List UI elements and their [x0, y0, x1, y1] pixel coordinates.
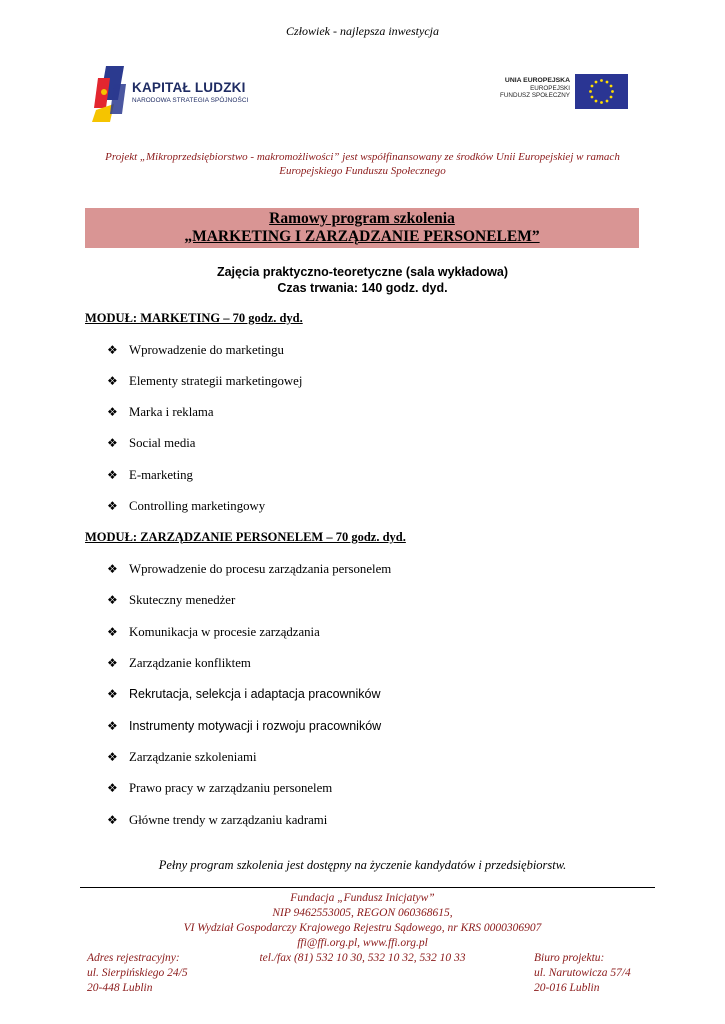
list-item: ❖ Główne trendy w zarządzaniu kadrami: [107, 812, 328, 827]
eu-star-icon: [595, 100, 598, 103]
footer-phone: tel./fax (81) 532 10 30, 532 10 32, 532 10 33: [259, 952, 466, 964]
list-item: ❖ Prawo pracy w zarządzaniu personelem: [107, 780, 333, 795]
eu-line2: EUROPEJSKI: [530, 85, 570, 92]
footer-krs: VI Wydział Gospodarczy Krajowego Rejestru Sądowego, nr KRS 0000306907: [183, 922, 542, 934]
reg-street: ul. Sierpińskiego 24/5: [87, 967, 188, 979]
availability-note: Pełny program szkolenia jest dostępny na życzenie kandydatów i przedsiębiorstw.: [158, 858, 567, 872]
footer-contact: ffi@ffi.org.pl, www.ffi.org.pl: [297, 937, 428, 949]
diamond-bullet-icon: ❖: [107, 781, 118, 795]
eu-star-icon: [606, 100, 609, 103]
diamond-bullet-icon: ❖: [107, 405, 118, 419]
eu-line3: FUNDUSZ SPOŁECZNY: [500, 92, 570, 99]
project-line1: Projekt „Mikroprzedsiębiorstwo - makromożliwości” jest współfinansowany ze środków Unii Europejskiej w ramach: [105, 151, 620, 163]
office-label: Biuro projektu:: [534, 952, 605, 964]
list-item: ❖ Zarządzanie konfliktem: [107, 655, 251, 670]
list-item: ❖ Zarządzanie szkoleniami: [107, 749, 257, 764]
eu-star-icon: [600, 101, 603, 104]
diamond-bullet-icon: ❖: [107, 750, 118, 764]
eu-star-icon: [610, 96, 613, 99]
kapital-ludzki-subtitle: NARODOWA STRATEGIA SPÓJNOŚCI: [132, 97, 249, 104]
list-item: ❖ E-marketing: [107, 467, 193, 482]
diamond-bullet-icon: ❖: [107, 436, 118, 450]
course-info: [0, 264, 725, 296]
footer-office-address: [534, 951, 631, 996]
diamond-bullet-icon: ❖: [107, 625, 118, 639]
diamond-bullet-icon: ❖: [107, 499, 118, 513]
title-line2: „MARKETING I ZARZĄDZANIE PERSONELEM”: [184, 228, 540, 245]
eu-logo-text: [470, 77, 570, 99]
office-city: 20-016 Lublin: [534, 982, 600, 994]
eu-star-icon: [611, 90, 614, 93]
eu-line1: UNIA EUROPEJSKA: [504, 77, 570, 84]
course-duration: Czas trwania: 140 godz. dyd.: [277, 281, 448, 295]
list-item: ❖ Wprowadzenie do procesu zarządzania personelem: [107, 561, 392, 576]
list-item: ❖ Elementy strategii marketingowej: [107, 373, 303, 388]
eu-star-icon: [610, 85, 613, 88]
list-item: ❖ Marka i reklama: [107, 404, 214, 419]
diamond-bullet-icon: ❖: [107, 343, 118, 357]
module-personnel-heading: MODUŁ: ZARZĄDZANIE PERSONELEM – 70 godz. dyd.: [85, 530, 406, 544]
list-item: ❖ Skuteczny menedżer: [107, 592, 236, 607]
office-street: ul. Narutowicza 57/4: [534, 967, 631, 979]
diamond-bullet-icon: ❖: [107, 656, 118, 670]
list-item: ❖ Social media: [107, 435, 196, 450]
list-item: ❖ Instrumenty motywacji i rozwoju pracowników: [107, 719, 382, 733]
footer-nip: NIP 9462553005, REGON 060368615,: [272, 907, 453, 919]
diamond-bullet-icon: ❖: [107, 687, 118, 701]
diamond-bullet-icon: ❖: [107, 813, 118, 827]
footer-org: Fundacja „Fundusz Inicjatyw”: [290, 892, 435, 904]
eu-star-icon: [600, 79, 603, 82]
eu-star-icon: [589, 90, 592, 93]
list-item: ❖ Wprowadzenie do marketingu: [107, 342, 284, 357]
title-line1: Ramowy program szkolenia: [269, 210, 455, 227]
eu-star-icon: [606, 81, 609, 84]
diamond-bullet-icon: ❖: [107, 562, 118, 576]
reg-city: 20-448 Lublin: [87, 982, 153, 994]
eu-star-icon: [591, 96, 594, 99]
project-statement: [60, 150, 665, 178]
kapital-ludzki-title: KAPITAŁ LUDZKI: [132, 80, 246, 95]
footer-reg-address: [87, 951, 188, 996]
course-format: Zajęcia praktyczno-teoretyczne (sala wykładowa): [216, 265, 509, 279]
list-item: ❖ Rekrutacja, selekcja i adaptacja pracowników: [107, 687, 381, 701]
eu-flag-icon: [575, 74, 628, 109]
list-item: ❖ Controlling marketingowy: [107, 498, 266, 513]
diamond-bullet-icon: ❖: [107, 468, 118, 482]
footer-divider: [80, 887, 655, 888]
project-line2: Europejskiego Funduszu Społecznego: [279, 165, 446, 177]
module-marketing-heading: MODUŁ: MARKETING – 70 godz. dyd.: [85, 311, 303, 325]
reg-label: Adres rejestracyjny:: [87, 952, 180, 964]
diamond-bullet-icon: ❖: [107, 593, 118, 607]
header-tagline: Człowiek - najlepsza inwestycja: [286, 24, 439, 38]
eu-star-icon: [591, 85, 594, 88]
list-item: ❖ Komunikacja w procesie zarządzania: [107, 624, 320, 639]
eu-star-icon: [595, 81, 598, 84]
title-banner: [85, 208, 639, 248]
diamond-bullet-icon: ❖: [107, 719, 118, 733]
diamond-bullet-icon: ❖: [107, 374, 118, 388]
kapital-ludzki-text: [132, 80, 248, 104]
